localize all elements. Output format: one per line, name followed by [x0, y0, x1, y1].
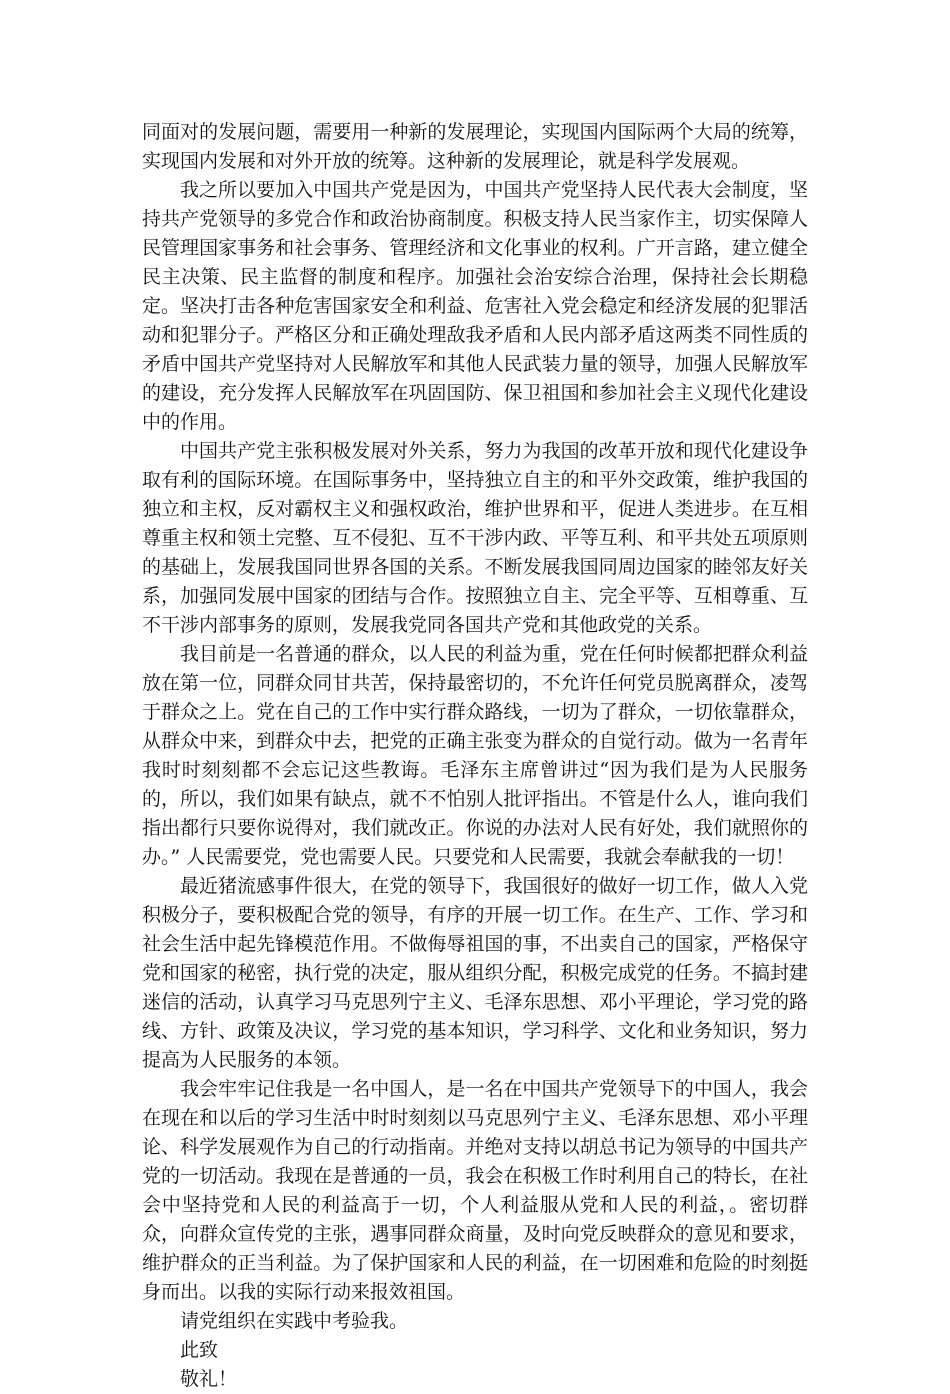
paragraph-commitment: 我会牢牢记住我是一名中国人，是一名在中国共产党领导下的中国人，我会在现在和以后的学习生活中时时刻刻以马克思列宁主义、毛泽东思想、邓小平理论、科学发展观作为自己的行动指南。并绝对支持以胡总书记为领导的中国共产党的一切活动。我现在是普通的一员，我会在积极工作时利用自己的特长，在社会中坚持党和人民的利益高于一切，个人利益服从党和人民的利益，。密切群众，向群众宣传党的主张，遇事同群众商量，及时向党反映群众的意见和要求，维护群众的正当利益。为了保护国家和人民的利益，在一切困难和危险的时刻挺身而出。以我的实际行动来报效祖国。 [142, 1078, 808, 1303]
paragraph-reason-for-joining: 我之所以要加入中国共产党是因为，中国共产党坚持人民代表大会制度，坚持共产党领导的多党合作和政治协商制度。积极支持人民当家作主，切实保障人民管理国家事务和社会事务、管理经济和文化事业的权利。广开言路，建立健全民主决策、民主监督的制度和程序。加强社会治安综合治理，保持社会长期稳定。坚决打击各种危害国家安全和利益、危害社入党会稳定和经济发展的犯罪活动和犯罪分子。严格区分和正确处理敌我矛盾和人民内部矛盾这两类不同性质的矛盾中国共产党坚持对人民解放军和其他人民武装力量的领导，加强人民解放军的建设，充分发挥人民解放军在巩固国防、保卫祖国和参加社会主义现代化建设中的作用。 [142, 179, 808, 433]
paragraph-foreign-relations: 中国共产党主张积极发展对外关系，努力为我国的改革开放和现代化建设争取有利的国际环境。在国际事务中，坚持独立自主的和平外交政策，维护我国的独立和主权，反对霸权主义和强权政治，维护世界和平，促进人类进步。在互相尊重主权和领土完整、互不侵犯、互不干涉内政、平等互利、和平共处五项原则的基础上，发展我国同世界各国的关系。不断发展我国同周边国家的睦邻友好关系，加强同发展中国家的团结与合作。按照独立自主、完全平等、互相尊重、互不干涉内部事务的原则，发展我党同各国共产党和其他政党的关系。 [142, 440, 808, 636]
paragraph-mass-line: 我目前是一名普通的群众，以人民的利益为重，党在任何时候都把群众利益放在第一位，同群众同甘共苦，保持最密切的，不允许任何党员脱离群众，凌驾于群众之上。党在自己的工作中实行群众路线，一切为了群众，一切依靠群众，从群众中来，到群众中去，把党的正确主张变为群众的自觉行动。做为一名青年我时时刻刻都不会忘记这些教诲。毛泽东主席曾讲过“因为我们是为人民服务的，所以，我们如果有缺点，就不不怕别人批评指出。不管是什么人，谁向我们指出都行只要你说得对，我们就改正。你说的办法对人民有好处，我们就照你的办。” 人民需要党，党也需要人民。只要党和人民需要，我就会奉献我的一切！ [142, 643, 808, 868]
closing-salutation: 此致 [180, 1339, 219, 1361]
paragraph-request: 请党组织在实践中考验我。 [180, 1310, 409, 1332]
paragraph-swine-flu: 最近猪流感事件很大，在党的领导下，我国很好的做好一切工作，做人入党积极分子，要积极配合党的领导，有序的开展一切工作。在生产、工作、学习和社会生活中起先锋模范作用。不做侮辱祖国的事，不出卖自己的国家，严格保守党和国家的秘密，执行党的决定，服从组织分配，积极完成党的任务。不搞封建迷信的活动，认真学习马克思列宁主义、毛泽东思想、邓小平理论，学习党的路线、方针、政策及决议，学习党的基本知识，学习科学、文化和业务知识，努力提高为人民服务的本领。 [142, 875, 808, 1071]
document-page [142, 118, 808, 1394]
paragraph-development-outlook: 同面对的发展问题，需要用一种新的发展理论，实现国内国际两个大局的统筹，实现国内发展和对外开放的统筹。这种新的发展理论，就是科学发展观。 [142, 121, 808, 172]
closing-regards: 敬礼！ [180, 1368, 238, 1390]
